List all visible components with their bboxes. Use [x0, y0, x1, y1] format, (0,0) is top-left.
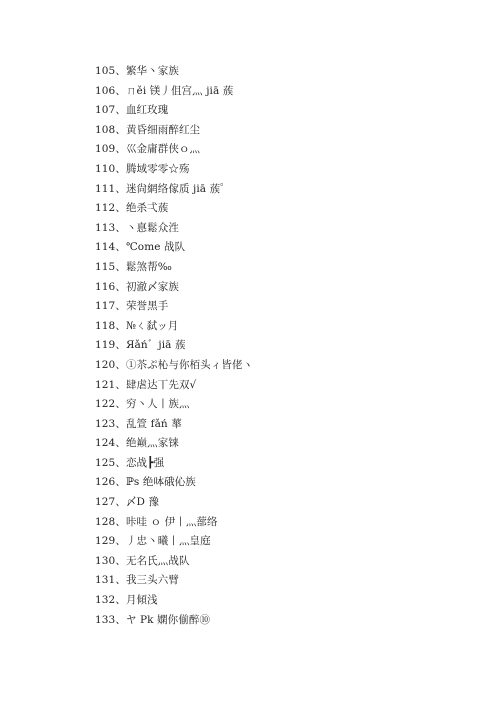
list-item: 111、迷尙網络傢质 jiā 蔟゜: [95, 182, 231, 195]
list-item: 123、乱箮 fǎń 蕐: [95, 417, 182, 430]
list-item: 118、№ㄑ弑ッ月: [95, 319, 179, 332]
list-item: 133、ヤ Pk 嫻你偂醉⑩: [95, 613, 211, 626]
list-item: 110、腾域零零☆殇: [95, 162, 190, 175]
list-item: 127、〆D 豫: [95, 496, 160, 509]
list-item: 116、初澈〆家族: [95, 280, 179, 293]
list-item: 124、绝巅灬家铼: [95, 437, 179, 450]
list-item: 113、丶惪鬆众泩: [95, 221, 179, 234]
list-item: 121、肆虐达丅先双√: [95, 378, 197, 391]
list-item: 125、恋战┣强: [95, 456, 165, 469]
list-item: 114、℃ome 战队: [95, 241, 186, 254]
list-item: 131、我三头六臂: [95, 574, 179, 587]
list-item: 132、月傾浅: [95, 594, 158, 607]
list-item: 107、血红玫瑰: [95, 104, 169, 117]
name-list: [95, 62, 253, 630]
list-item: 109、巛金庸群侠ｏ灬: [95, 143, 201, 156]
list-item: 119、Яǎń゛jiā 蔟: [95, 339, 186, 352]
list-item: 117、荣誉黑手: [95, 300, 169, 313]
list-item: 105、繁华丶家族: [95, 65, 179, 77]
list-item: 120、①苶ぷ杺与你栢头ィ皆佬ヽ: [95, 358, 254, 371]
list-item: 115、鬆煞帮‰: [95, 260, 172, 273]
list-item: 126、ℙs 绝呠硪伈族: [95, 476, 196, 489]
list-item: 108、黄昏细雨醉红尘: [95, 123, 201, 136]
list-item: 106、ㄇěi 镁丿伹宫灬 jiā 蔟: [95, 84, 234, 97]
list-item: 128、咔哇 ｏ 伊丨灬蔀络: [95, 515, 218, 528]
list-item: 112、绝杀弌蔟: [95, 202, 169, 215]
list-item: 129、丿忠丶曦丨灬皇庭: [95, 535, 211, 548]
list-item: 122、穷丶人丨族灬: [95, 398, 190, 411]
list-item: 130、无名氏灬战队: [95, 554, 190, 567]
